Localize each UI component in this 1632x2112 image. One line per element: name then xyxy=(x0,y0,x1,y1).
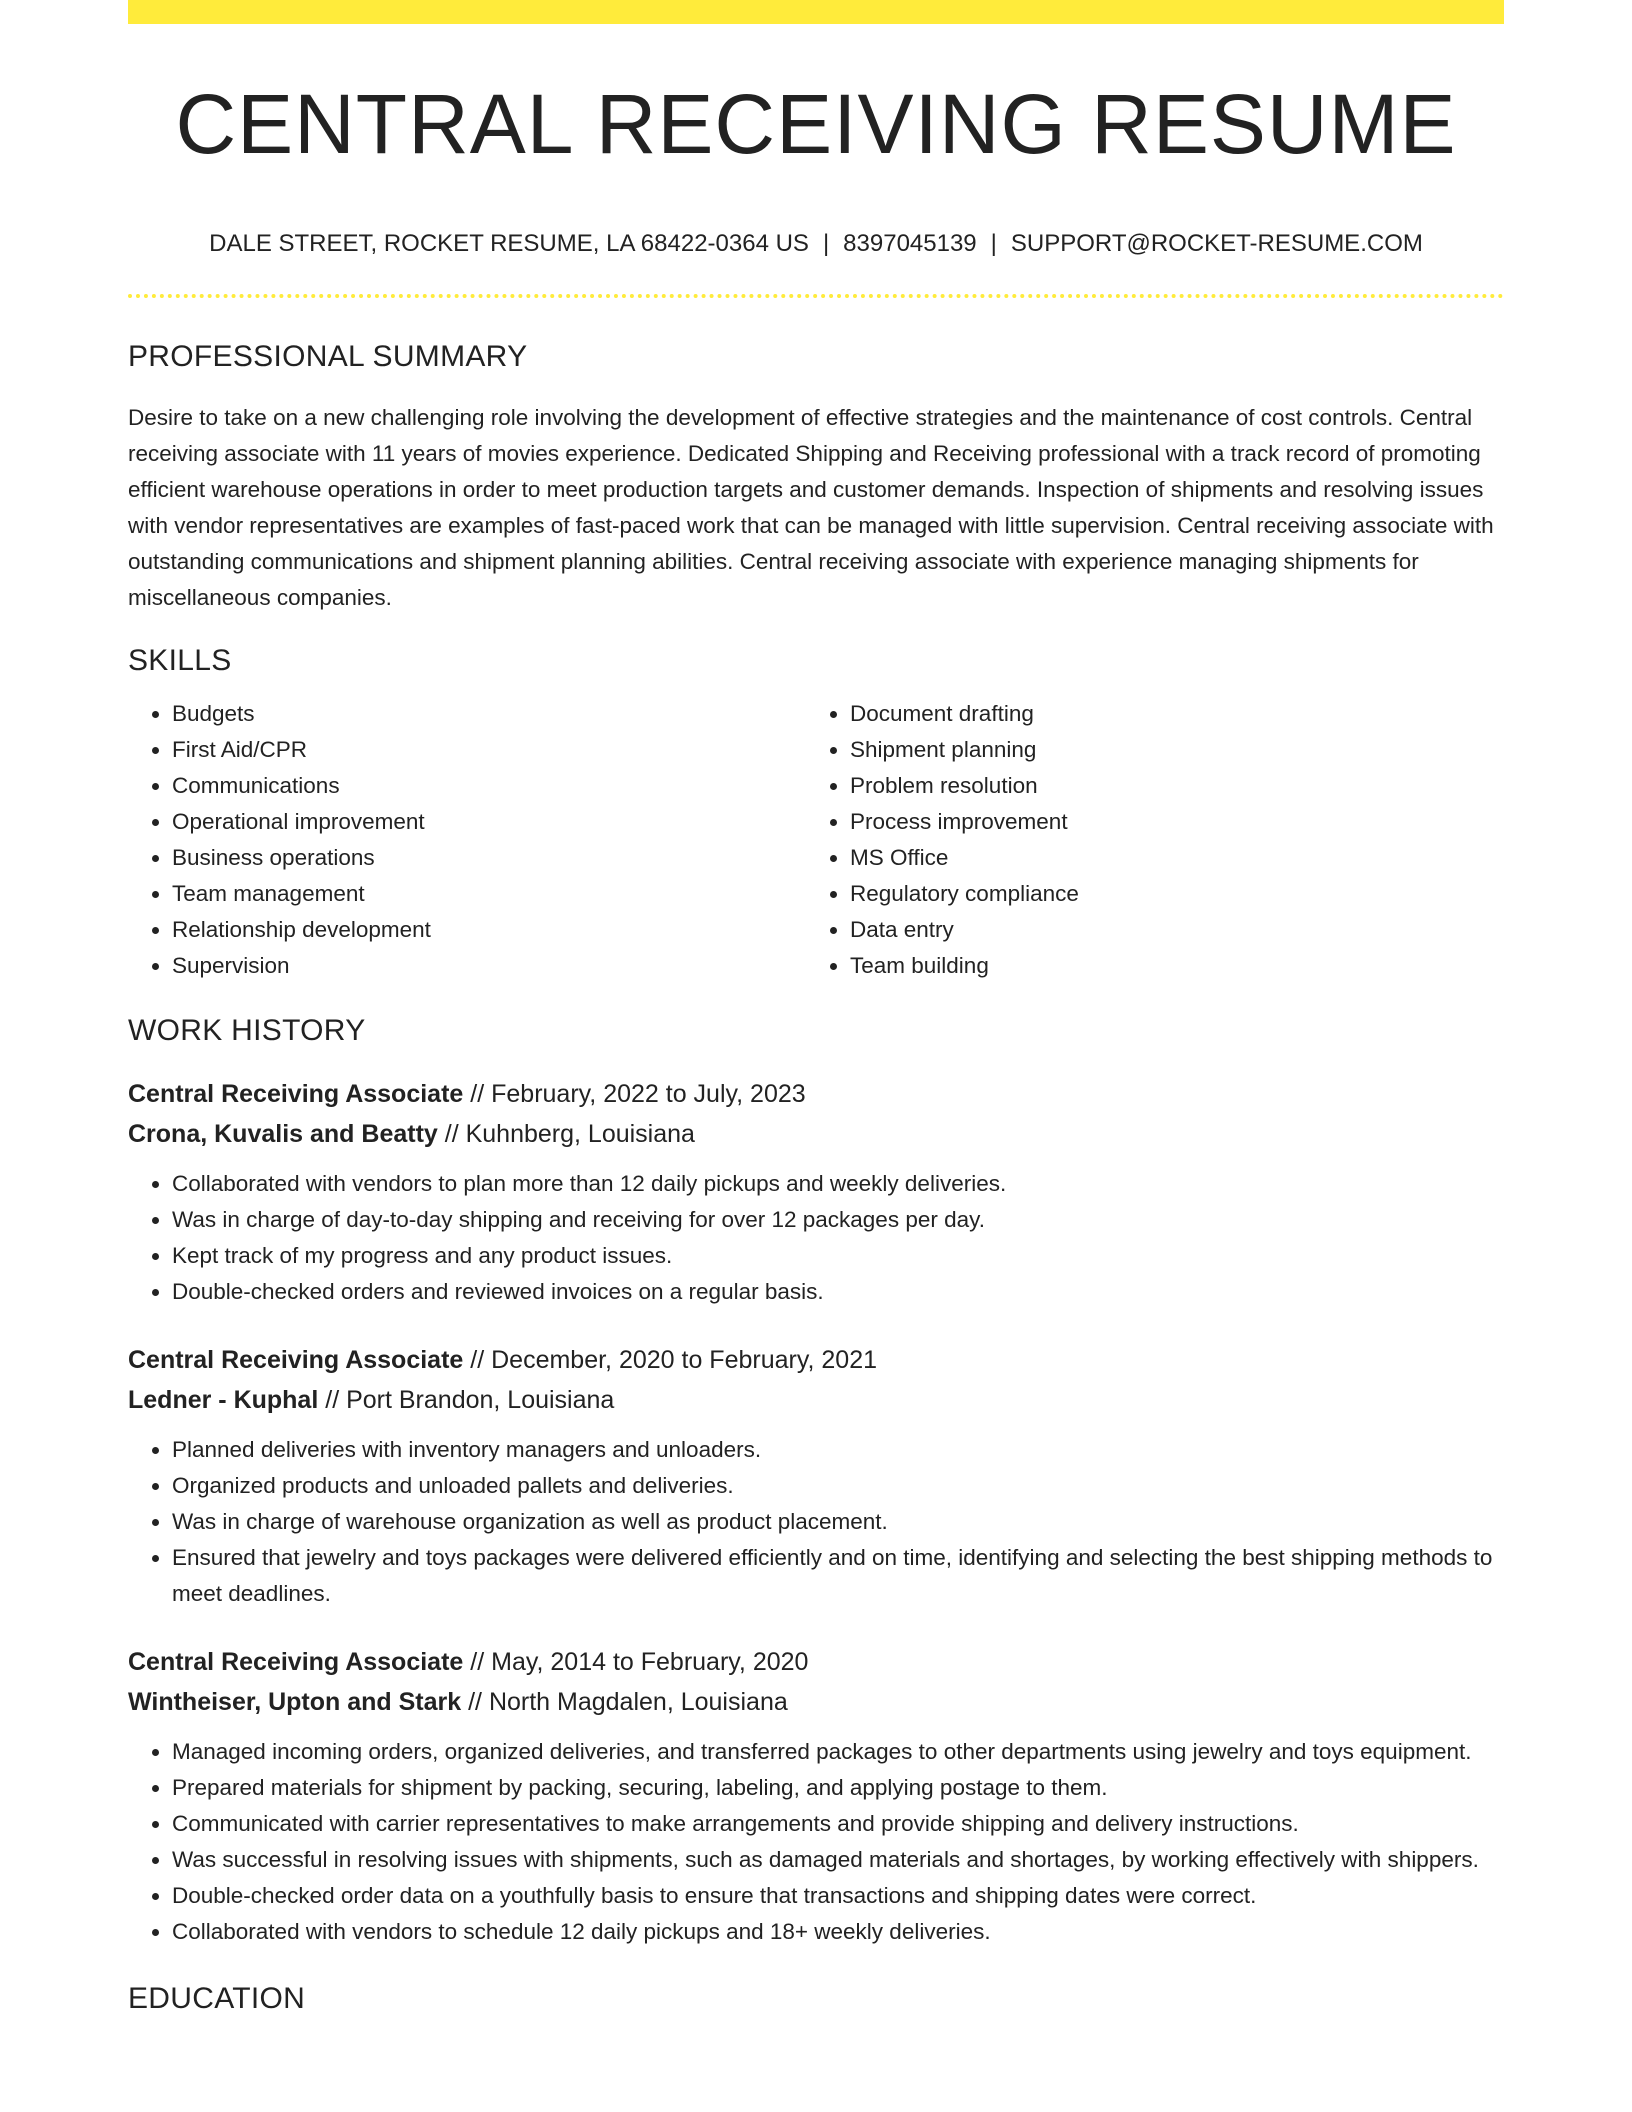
job-company-line xyxy=(128,1114,1504,1154)
address: DALE STREET, ROCKET RESUME, LA 68422-0364 US xyxy=(209,230,809,257)
skill-item: • Data entry xyxy=(850,912,1484,948)
work-history-heading: WORK HISTORY xyxy=(128,1014,366,1047)
skill-item: • Regulatory compliance xyxy=(850,876,1484,912)
job-company: Wintheiser, Upton and Stark xyxy=(128,1688,462,1716)
phone: 8397045139 xyxy=(843,230,977,257)
work-history-list xyxy=(128,1074,1504,1950)
job-role: Central Receiving Associate xyxy=(128,1080,464,1108)
skills-column-right xyxy=(806,696,1484,984)
job-role-line xyxy=(128,1074,1504,1114)
job-bullet: • Was in charge of warehouse organization as well as product placement. xyxy=(172,1504,1504,1540)
contact-line xyxy=(128,232,1504,256)
resume-title: CENTRAL RECEIVING RESUME xyxy=(175,77,1457,171)
job-bullet: • Kept track of my progress and any product issues. xyxy=(172,1238,1504,1274)
job-company-line xyxy=(128,1380,1504,1420)
email: SUPPORT@ROCKET-RESUME.COM xyxy=(1010,230,1423,257)
job-role: Central Receiving Associate xyxy=(128,1648,464,1676)
job-entry xyxy=(128,1340,1504,1612)
skills-heading: SKILLS xyxy=(128,644,232,677)
dotted-divider xyxy=(128,294,1504,298)
job-dates: // May, 2014 to February, 2020 xyxy=(470,1648,809,1676)
job-bullet: • Double-checked orders and reviewed invoices on a regular basis. xyxy=(172,1274,1504,1310)
job-bullet: • Organized products and unloaded pallets and deliveries. xyxy=(172,1468,1504,1504)
job-role-line xyxy=(128,1642,1504,1682)
skill-item: • First Aid/CPR xyxy=(172,732,806,768)
skill-item: • Team building xyxy=(850,948,1484,984)
summary-heading: PROFESSIONAL SUMMARY xyxy=(128,340,528,373)
job-bullet: • Double-checked order data on a youthfully basis to ensure that transactions and shipping dates were correct. xyxy=(172,1878,1504,1914)
job-bullet: • Collaborated with vendors to schedule 12 daily pickups and 18+ weekly deliveries. xyxy=(172,1914,1504,1950)
job-bullet: • Prepared materials for shipment by packing, securing, labeling, and applying postage to them. xyxy=(172,1770,1504,1806)
skill-item: • Supervision xyxy=(172,948,806,984)
job-location: // Kuhnberg, Louisiana xyxy=(444,1120,695,1148)
job-company: Ledner - Kuphal xyxy=(128,1386,319,1414)
accent-bar xyxy=(128,0,1504,24)
skill-item: • Budgets xyxy=(172,696,806,732)
skill-item: • Problem resolution xyxy=(850,768,1484,804)
skill-item: • Process improvement xyxy=(850,804,1484,840)
contact-separator: | xyxy=(822,230,830,257)
skill-item: • Relationship development xyxy=(172,912,806,948)
job-bullet: • Collaborated with vendors to plan more than 12 daily pickups and weekly deliveries. xyxy=(172,1166,1504,1202)
job-company-line xyxy=(128,1682,1504,1722)
skill-item: • Team management xyxy=(172,876,806,912)
skill-item: • Communications xyxy=(172,768,806,804)
summary-text: Desire to take on a new challenging role involving the development of effective strategies and the maintenance of cost controls. Central receiving associate with 11 years of movies experience. Dedicated Shipping and Receiving professional with a track record of promoting efficient warehouse operations in order to meet production targets and customer demands. Inspection of shipments and resolving issues with vendor representatives are examples of fast-paced work that can be managed with little supervision. Central receiving associate with outstanding communications and shipment planning abilities. Central receiving associate with experience managing shipments for miscellaneous companies. xyxy=(128,405,1494,610)
job-bullet: • Ensured that jewelry and toys packages were delivered efficiently and on time, identifying and selecting the best shipping methods to meet deadlines. xyxy=(172,1540,1504,1612)
job-bullets xyxy=(128,1734,1504,1950)
skill-item: • Business operations xyxy=(172,840,806,876)
skill-item: • Operational improvement xyxy=(172,804,806,840)
job-location: // North Magdalen, Louisiana xyxy=(468,1688,788,1716)
job-role: Central Receiving Associate xyxy=(128,1346,464,1374)
skill-item: • Document drafting xyxy=(850,696,1484,732)
job-bullet: • Planned deliveries with inventory managers and unloaders. xyxy=(172,1432,1504,1468)
job-location: // Port Brandon, Louisiana xyxy=(325,1386,615,1414)
job-bullet: • Communicated with carrier representatives to make arrangements and provide shipping and delivery instructions. xyxy=(172,1806,1504,1842)
skill-item: • Shipment planning xyxy=(850,732,1484,768)
job-dates: // February, 2022 to July, 2023 xyxy=(470,1080,806,1108)
resume-page xyxy=(128,0,1504,2014)
education-heading: EDUCATION xyxy=(128,1982,306,2015)
contact-separator: | xyxy=(990,230,997,257)
skills-list xyxy=(128,696,1504,984)
skill-item: • MS Office xyxy=(850,840,1484,876)
job-entry xyxy=(128,1642,1504,1950)
job-bullets xyxy=(128,1166,1504,1310)
job-bullets xyxy=(128,1432,1504,1612)
job-bullet: • Managed incoming orders, organized deliveries, and transferred packages to other departments using jewelry and toys equipment. xyxy=(172,1734,1504,1770)
job-entry xyxy=(128,1074,1504,1310)
job-company: Crona, Kuvalis and Beatty xyxy=(128,1120,438,1148)
job-bullet: • Was successful in resolving issues with shipments, such as damaged materials and shortages, by working effectively with shippers. xyxy=(172,1842,1504,1878)
job-dates: // December, 2020 to February, 2021 xyxy=(470,1346,877,1374)
job-role-line xyxy=(128,1340,1504,1380)
skills-column-left xyxy=(128,696,806,984)
job-bullet: • Was in charge of day-to-day shipping and receiving for over 12 packages per day. xyxy=(172,1202,1504,1238)
